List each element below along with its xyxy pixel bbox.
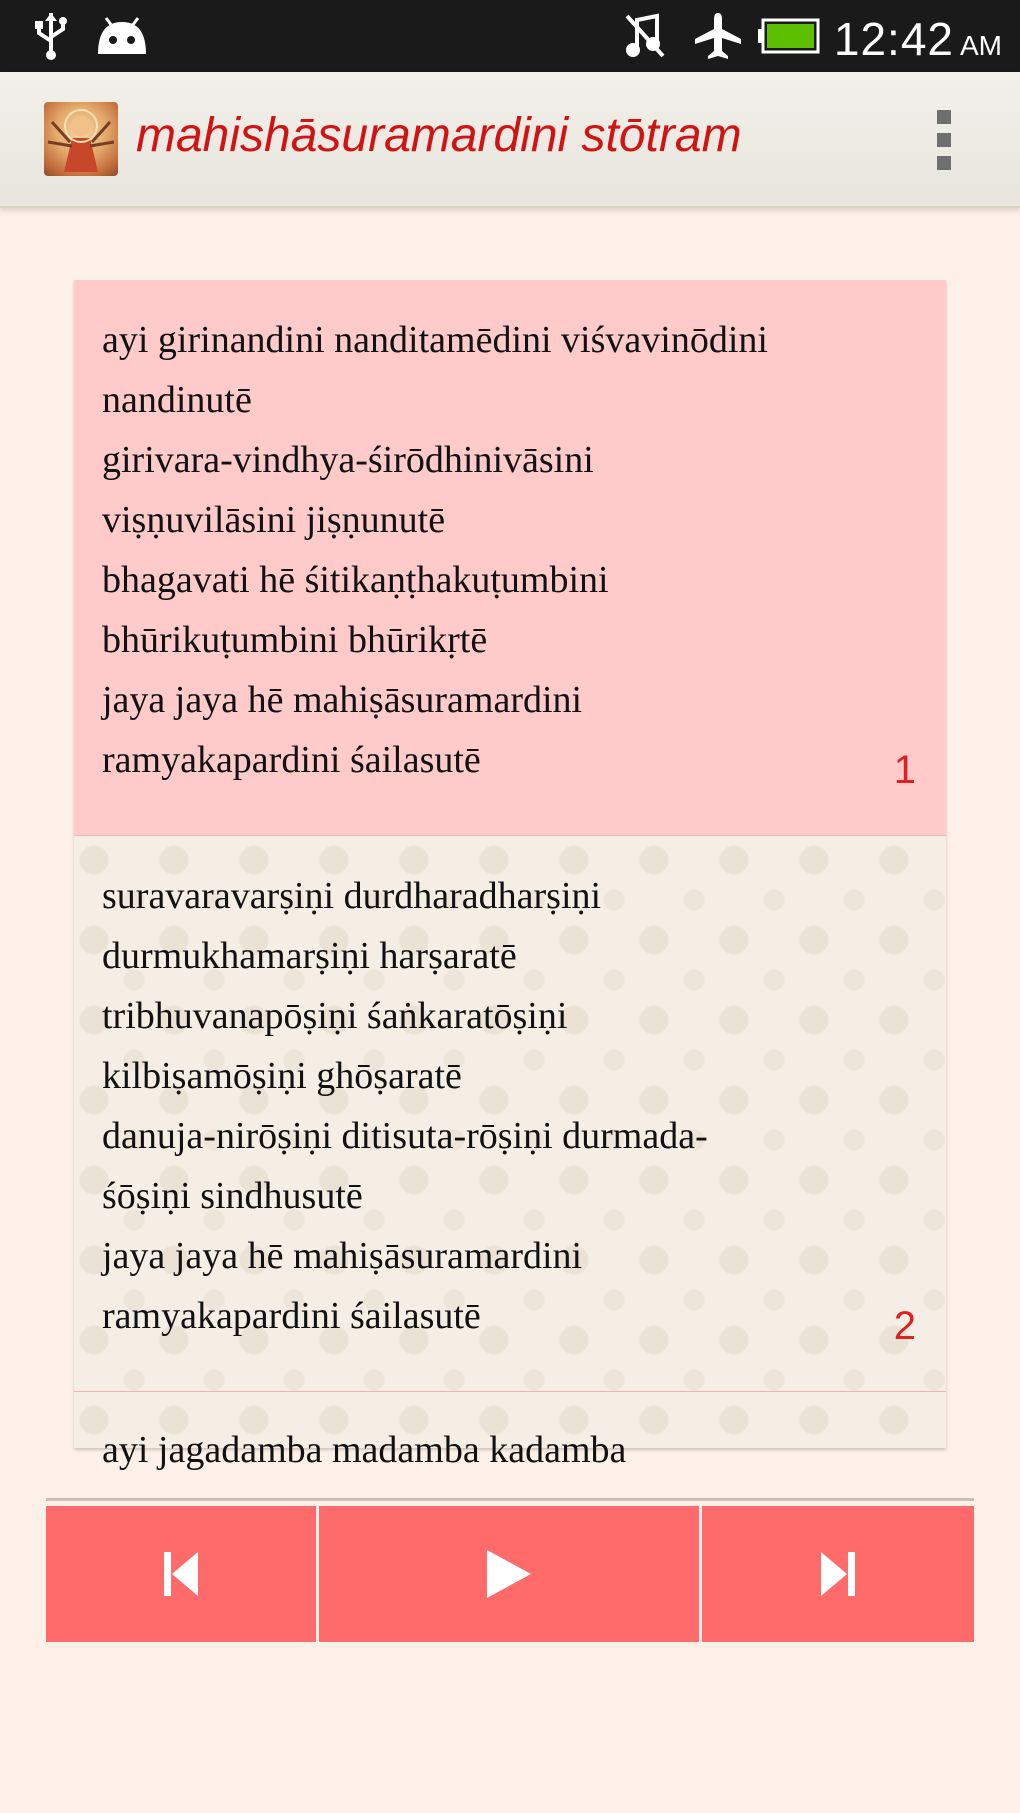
airplane-mode-icon xyxy=(690,0,746,72)
next-button[interactable] xyxy=(702,1506,974,1642)
verse-line: girivara-vindhya-śirōdhinivāsini xyxy=(102,439,594,481)
overflow-menu-icon[interactable] xyxy=(924,110,964,170)
previous-button[interactable] xyxy=(46,1506,316,1642)
menu-dot xyxy=(937,110,951,124)
verse-line: ramyakapardini śailasutē xyxy=(102,739,481,781)
verse-number: 1 xyxy=(893,748,916,792)
clock-ampm: AM xyxy=(960,30,1002,61)
verse-line: suravaravarṣiṇi durdharadharṣiṇi xyxy=(102,875,602,917)
action-bar xyxy=(0,72,1020,208)
verse-line: ayi jagadamba madamba kadamba xyxy=(102,1429,627,1471)
verse-line: jaya jaya hē mahiṣāsuramardini xyxy=(102,679,583,721)
verse-line: bhagavati hē śitikaṇṭhakuṭumbini xyxy=(102,559,609,601)
skip-next-icon xyxy=(821,1552,855,1596)
verse-line: ayi girinandini nanditamēdini viśvavinōdini xyxy=(102,319,768,361)
verse-list[interactable] xyxy=(74,280,946,1471)
android-debug-icon xyxy=(90,0,154,72)
verse-item-3[interactable] xyxy=(74,1392,946,1471)
skip-previous-icon xyxy=(164,1552,198,1596)
verse-line: danuja-nirōṣiṇi ditisuta-rōṣiṇi durmada- xyxy=(102,1115,708,1157)
verse-line: kilbiṣamōṣiṇi ghōṣaratē xyxy=(102,1055,462,1097)
status-bar xyxy=(0,0,1020,72)
verse-item-2[interactable] xyxy=(74,836,946,1392)
app-icon[interactable] xyxy=(44,102,118,176)
verse-number: 2 xyxy=(893,1304,916,1348)
verse-line: durmukhamarṣiṇi harṣaratē xyxy=(102,935,517,977)
status-clock xyxy=(834,0,1002,72)
usb-icon xyxy=(26,0,76,72)
player-divider xyxy=(46,1498,974,1501)
clock-time: 12:42 xyxy=(833,13,954,65)
verse-item-1[interactable] xyxy=(74,280,946,836)
verse-line: śōṣiṇi sindhusutē xyxy=(102,1175,363,1217)
page-title: mahishāsuramardini stōtram xyxy=(136,109,742,162)
verse-line: nandinutē xyxy=(102,379,252,421)
verse-line: jaya jaya hē mahiṣāsuramardini xyxy=(102,1235,583,1277)
verse-line: ramyakapardini śailasutē xyxy=(102,1295,481,1337)
verse-line: bhūrikuṭumbini bhūrikṛtē xyxy=(102,619,488,661)
verse-line: tribhuvanapōṣiṇi śaṅkaratōṣiṇi xyxy=(102,995,568,1037)
verse-line: viṣṇuvilāsini jiṣṇunutē xyxy=(102,499,446,541)
battery-icon xyxy=(756,0,822,72)
play-button[interactable] xyxy=(319,1506,699,1642)
play-icon xyxy=(487,1550,531,1598)
menu-dot xyxy=(937,156,951,170)
mute-icon xyxy=(620,0,670,72)
menu-dot xyxy=(937,133,951,147)
player-controls xyxy=(46,1506,974,1642)
